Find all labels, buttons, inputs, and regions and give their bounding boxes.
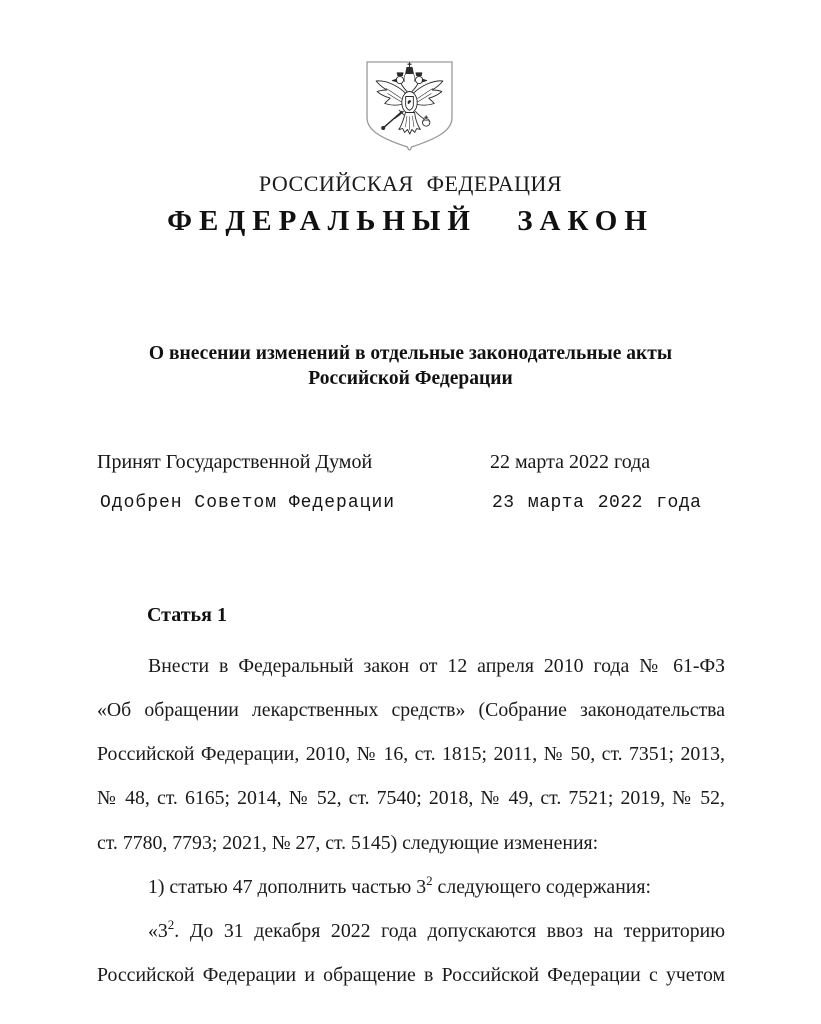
body-line-2: «Об обращении лекарственных средств» (Собрание законодательства [97, 699, 725, 722]
article-1-body [97, 655, 725, 1008]
passed-by-duma-label: Принят Государственной Думой [97, 451, 373, 473]
body-line-1: Внести в Федеральный закон от 12 апреля 2010 года № 61-ФЗ [148, 655, 725, 677]
article-1-heading: Статья 1 [147, 604, 227, 626]
body-line-8: Российской Федерации и обращение в Российской Федерации с учетом [97, 963, 725, 986]
document-type-heading: ФЕДЕРАЛЬНЫЙ ЗАКОН [167, 205, 654, 237]
quoted-part-number: «3 [148, 919, 168, 942]
superscript-2: 2 [426, 872, 433, 888]
country-heading: РОССИЙСКАЯ ФЕДЕРАЦИЯ [258, 171, 563, 196]
approved-date: 23 марта 2022 года [492, 493, 702, 513]
amendment-item-tail: следующего содержания: [432, 875, 651, 898]
body-line-3: Российской Федерации, 2010, № 16, ст. 1815; 2011, № 50, ст. 7351; 2013, [97, 743, 725, 766]
superscript-2: 2 [167, 916, 175, 932]
approved-by-federation-council-label: Одобрен Советом Федерации [100, 493, 396, 513]
body-line-5: ст. 7780, 7793; 2021, № 27, ст. 5145) следующие изменения: [97, 831, 599, 854]
law-title-line1: О внесении изменений в отдельные законодательные акты [148, 343, 673, 364]
body-line-7 [97, 916, 725, 964]
amendment-item-text: 1) статью 47 дополнить частью 3 [148, 875, 427, 898]
law-title [0, 341, 821, 391]
law-title-line2: Российской Федерации [308, 368, 513, 389]
coat-of-arms-russia-icon [364, 60, 455, 155]
body-line-4: № 48, ст. 6165; 2014, № 52, ст. 7540; 2018, № 49, ст. 7521; 2019, № 52, [97, 787, 725, 810]
body-line-6 [97, 872, 725, 920]
passed-date: 22 марта 2022 года [490, 451, 651, 473]
quoted-part-text: . До 31 декабря 2022 года допускаются ввоз на территорию [174, 919, 725, 942]
